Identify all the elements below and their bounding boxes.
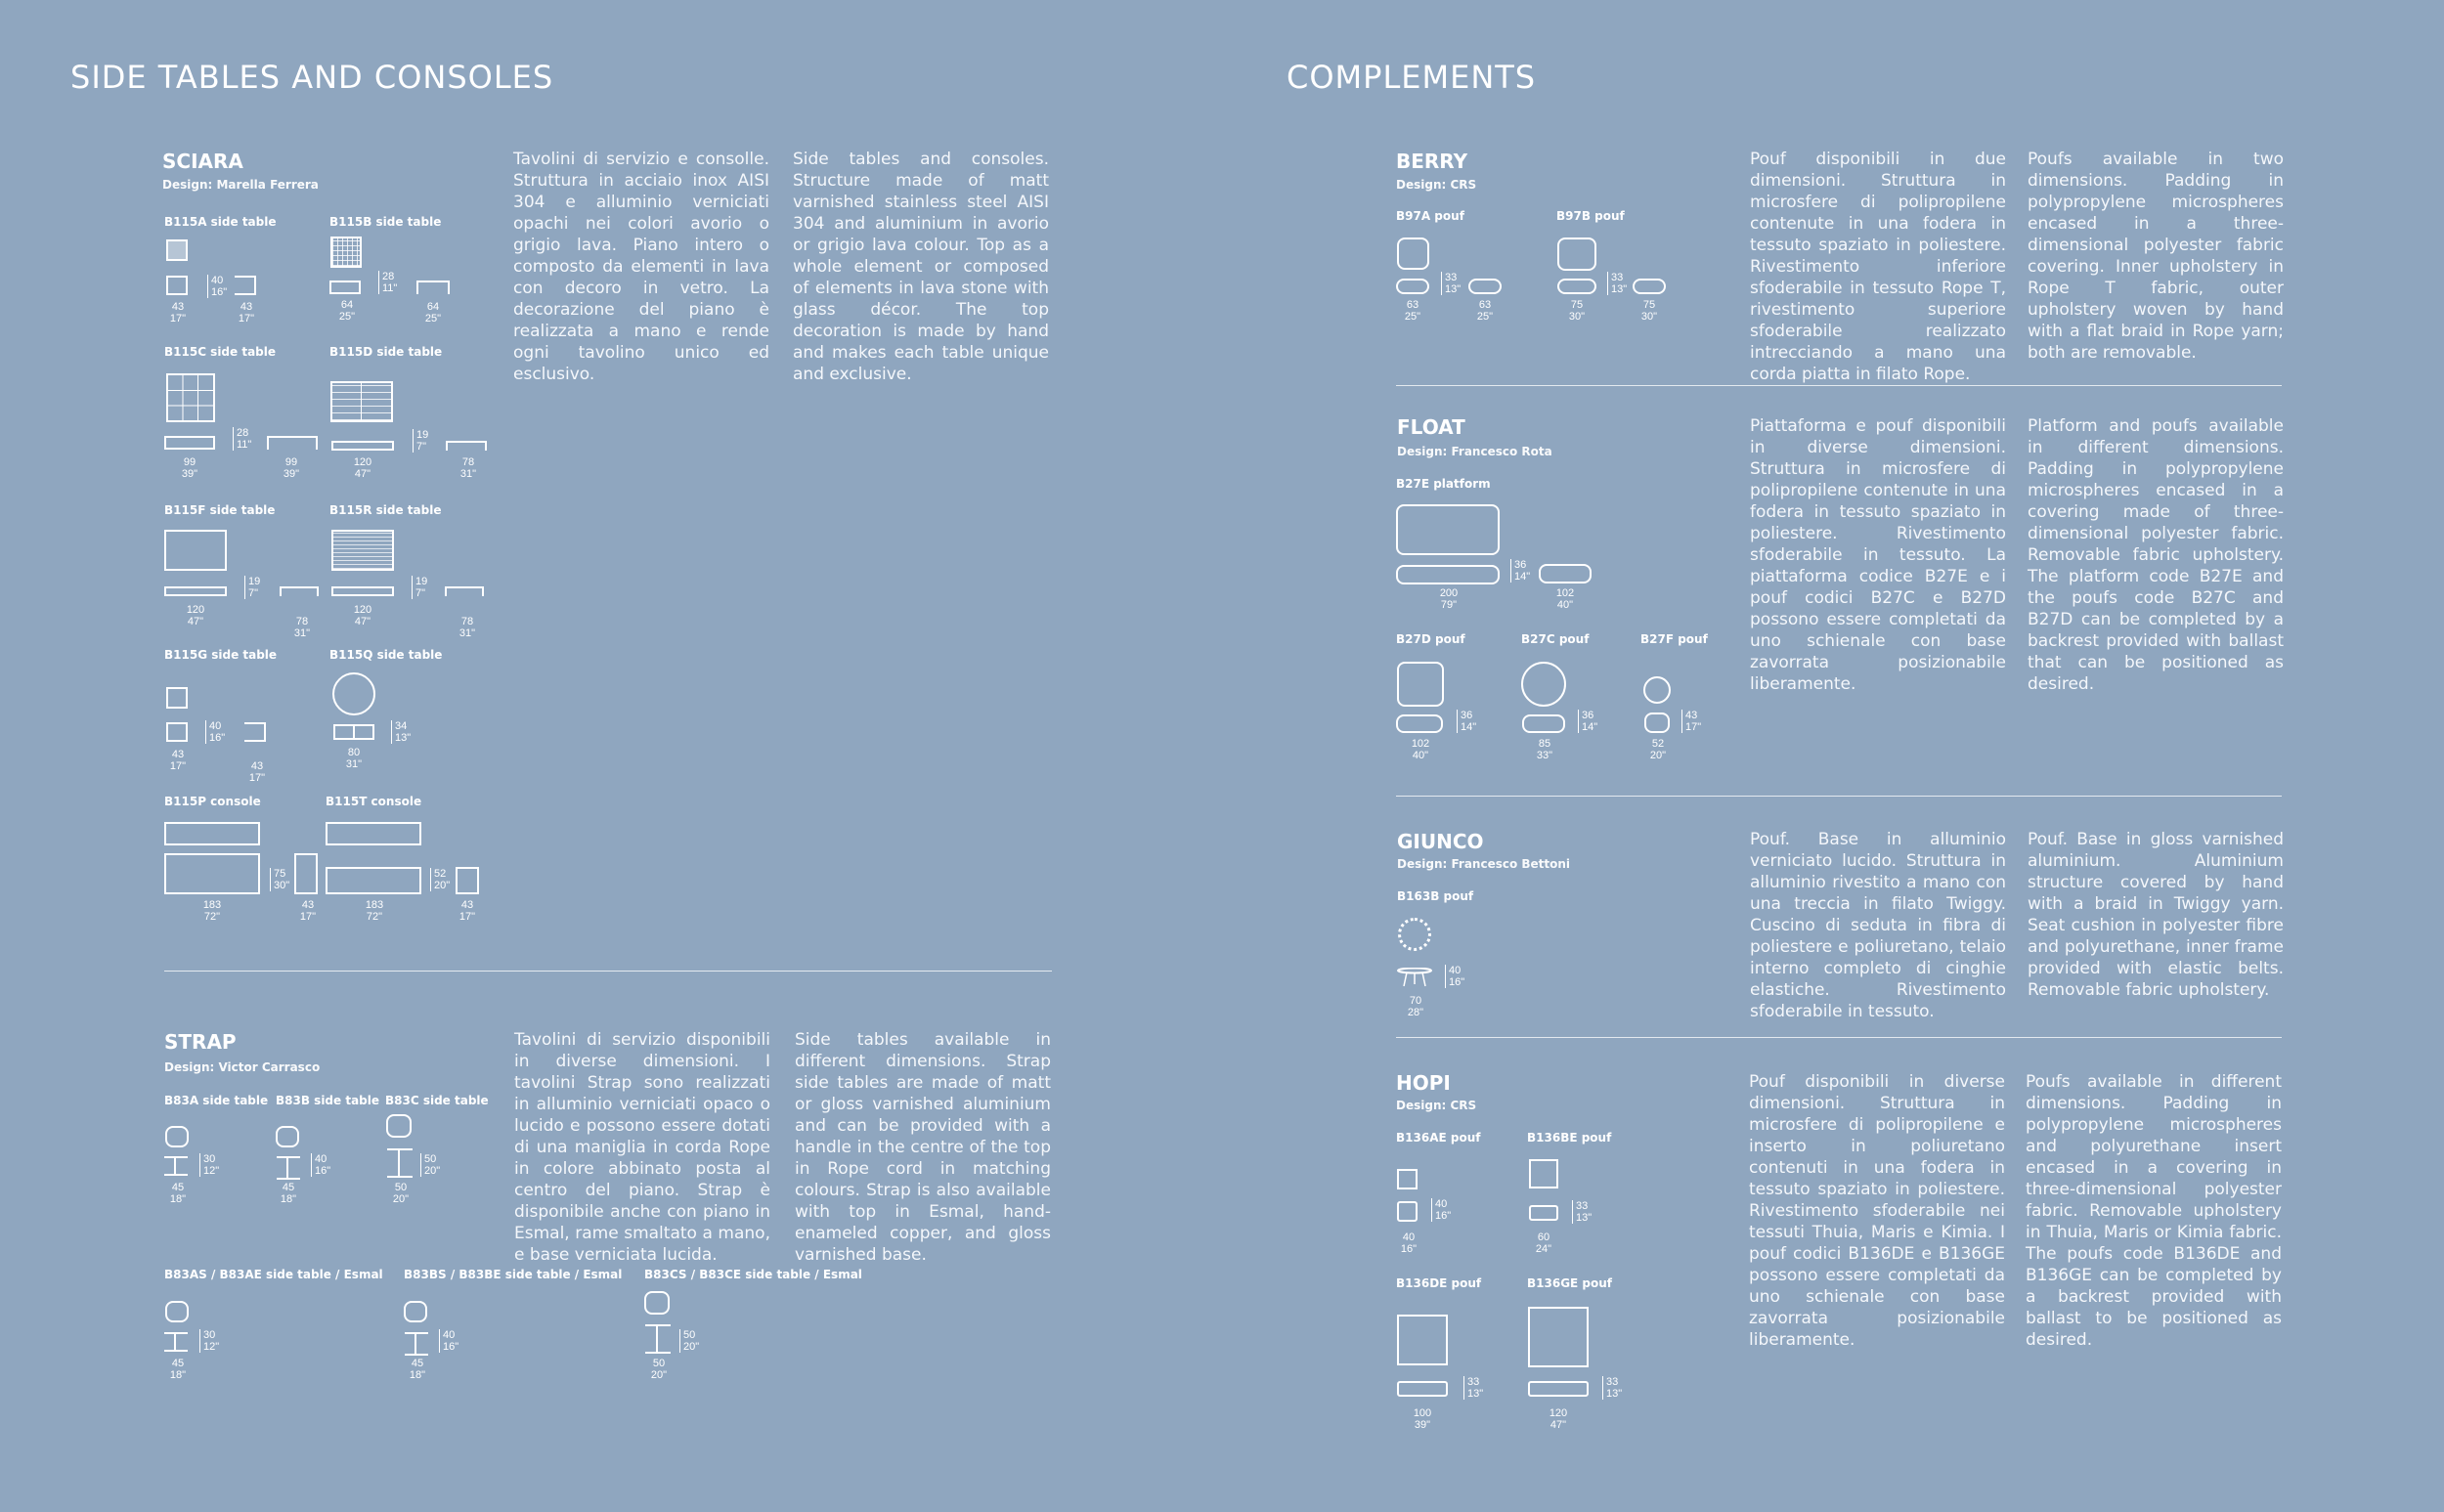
b136ae-width: 40 16" [1400,1231,1418,1255]
b27f-top-view [1643,676,1671,704]
item-label-b83a: B83A side table [164,1094,269,1107]
b115f-front-view [164,586,227,596]
designer-float: Design: Francesco Rota [1397,445,1552,458]
item-label-b115b: B115B side table [329,215,442,229]
item-label-b136de: B136DE pouf [1396,1276,1482,1290]
b115b-width: 64 25" [338,299,356,323]
divider [164,971,1052,972]
b115b-front-view [329,281,361,294]
b97a-width: 63 25" [1404,299,1421,323]
b27f-width: 52 20" [1649,738,1667,761]
b115c-width: 99 39" [181,456,198,480]
divider [1396,385,2282,386]
b115r-front-view [331,586,394,596]
b83a-height: 30 12" [199,1153,219,1177]
b136ge-top-view [1528,1307,1589,1367]
description-en-sciara: Side tables and consoles. Structure made of matt varnished stainless steel AISI 304 and aluminium in avorio or grigio lava colour. Top as a whole element or composed of elements in lava stone with glass décor. The top decoration is made by hand and makes each table unique and exclusive. [793,150,1049,384]
b27e-depth: 102 40" [1555,587,1575,611]
b115t-side-view [456,867,479,894]
divider [1396,1037,2282,1038]
b115g-top-view [166,687,188,709]
b115p-depth: 43 17" [299,899,317,923]
b97a-front-view [1396,279,1429,294]
designer-giunco: Design: Francesco Bettoni [1397,857,1571,871]
designer-hopi: Design: CRS [1396,1099,1477,1112]
b97a-depth: 63 25" [1476,299,1494,323]
b83a-front-view [164,1156,188,1176]
b27e-side-view [1539,564,1592,583]
b83cs-width: 50 20" [650,1358,668,1381]
b27d-width: 102 40" [1411,738,1430,761]
b115p-height: 75 30" [270,868,289,891]
b136de-top-view [1397,1315,1448,1365]
item-label-b27c: B27C pouf [1521,632,1590,646]
b115g-depth: 43 17" [248,760,266,784]
b115b-height: 28 11" [378,271,397,294]
description-it-berry: Pouf disponibili in due dimensioni. Struttura in microsfere di polipropilene contenute in una fodera in tessuto spaziato in poliestere. Rivestimento inferiore sfoderabile in tessuto Rope T, rivestimento superiore sfoderabile realizzato intrecciando a mano una corda piatta in filato Rope. [1750,150,2006,384]
b83c-height: 50 20" [420,1153,440,1177]
b115c-top-view [166,373,215,422]
b115b-depth: 64 25" [424,301,442,324]
b115d-side-view [446,441,487,451]
b115d-height: 19 7" [413,429,428,453]
b115p-top-view [164,822,260,845]
b83bs-height: 40 16" [439,1329,458,1353]
b115d-width: 120 47" [353,456,372,480]
b83as-front-view [164,1332,188,1352]
b115p-side-view [294,853,318,894]
b97b-depth: 75 30" [1640,299,1658,323]
item-label-b83cs: B83CS / B83CE side table / Esmal [644,1268,862,1281]
item-label-b136ge: B136GE pouf [1527,1276,1613,1290]
b136be-front-view [1529,1205,1558,1221]
b83b-height: 40 16" [311,1153,330,1177]
description-it-giunco: Pouf. Base in alluminio verniciato lucido. Struttura in alluminio rivestito a mano con una treccia in filato Twiggy. Cuscino di seduta in fibra di poliestere e poliuretano, telaio interno completo di cinghie elastiche. Rivestimento sfoderabile in tessuto. [1750,830,2006,1021]
b115a-front-view [166,276,188,295]
b97a-height: 33 13" [1441,272,1461,295]
b83cs-height: 50 20" [679,1329,699,1353]
b83bs-width: 45 18" [409,1358,426,1381]
product-name-berry: BERRY [1396,150,1468,173]
b97a-top-view [1397,238,1429,270]
b115t-top-view [326,822,421,845]
b115d-top-view [330,381,393,422]
b115t-depth: 43 17" [458,899,476,923]
b115t-front-view [326,867,421,894]
b83a-width: 45 18" [169,1182,187,1205]
section-title-side-tables: SIDE TABLES AND CONSOLES [70,59,554,96]
b136de-width: 100 39" [1413,1407,1432,1431]
b136be-height: 33 13" [1572,1200,1592,1224]
b97a-side-view [1468,279,1502,294]
b83b-top-view [276,1126,299,1147]
divider [1396,796,2282,797]
designer-strap: Design: Victor Carrasco [164,1060,321,1074]
description-it-hopi: Pouf disponibili in diverse dimensioni. Struttura in microsfere di polipropilene e inserto in poliuretano contenuti in una fodera in tessuto spaziato in poliestere. Rivestimento sfoderabile nei tessuti Thuia, Maris e Kimia. I pouf codici B136DE e B136GE possono essere completati da uno schienale con base zavorrata posizionabile liberamente. [1749,1072,2005,1350]
b115q-height: 34 13" [391,720,411,744]
b115c-depth: 99 39" [283,456,300,480]
item-label-b115t: B115T console [326,795,422,808]
b115b-side-view [416,281,450,294]
b27f-front-view [1644,713,1670,733]
b136ae-front-view [1397,1201,1418,1222]
designer-sciara: Design: Marella Ferrera [162,178,319,192]
b27c-width: 85 33" [1536,738,1553,761]
item-label-b27f: B27F pouf [1640,632,1708,646]
b115p-width: 183 72" [202,899,222,923]
b27c-front-view [1522,714,1565,733]
b115c-height: 28 11" [233,427,251,451]
b83a-top-view [165,1126,189,1147]
b27e-width: 200 79" [1439,587,1459,611]
item-label-b97a: B97A pouf [1396,209,1464,223]
b115t-height: 52 20" [430,868,450,891]
product-name-float: FLOAT [1397,415,1465,439]
item-label-b83bs: B83BS / B83BE side table / Esmal [404,1268,623,1281]
b27e-front-view [1396,565,1500,584]
b97b-top-view [1557,238,1596,271]
b136de-front-view [1397,1381,1448,1397]
b115r-width: 120 47" [353,604,372,627]
item-label-b115d: B115D side table [329,345,443,359]
b115g-front-view [166,722,188,742]
b115t-width: 183 72" [365,899,384,923]
b97b-height: 33 13" [1607,272,1627,295]
description-en-float: Platform and poufs available in different dimensions. Padding in polypropylene microspheres encased in a covering made of three-dimensional polyester fabric. Removable fabric upholstery. The platform code B27E and the poufs code B27C and B27D can be completed by a backrest provided with ballast that can be positioned as desired. [2028,416,2284,694]
b83b-width: 45 18" [280,1182,297,1205]
b163b-top-view [1398,918,1431,951]
b83c-width: 50 20" [392,1182,410,1205]
b27f-height: 43 17" [1681,710,1701,733]
item-label-b136be: B136BE pouf [1527,1131,1612,1145]
description-en-strap: Side tables available in different dimensions. Strap side tables are made of matt or gloss varnished aluminium and can be provided with a handle in the centre of the top in Rope cord in matching colours. Strap is also available with top in Esmal, hand-enameled copper, and gloss varnished base. [795,1030,1051,1265]
b115q-front-view [333,724,374,740]
item-label-b115f: B115F side table [164,503,276,517]
product-name-giunco: GIUNCO [1397,830,1484,853]
item-label-b27d: B27D pouf [1396,632,1465,646]
b27d-front-view [1396,714,1443,733]
b83as-height: 30 12" [199,1329,219,1353]
description-en-hopi: Poufs available in different dimensions. Padding in polypropylene microspheres and polyurethane insert encased in a covering in three-dimensional polyester fabric. Removable upholstery in Thuia, Maris or Kimia fabric. The poufs code B136DE and B136GE can be completed by a backrest provided with ballast to be positioned as desired. [2026,1072,2282,1350]
description-en-giunco: Pouf. Base in gloss varnished aluminium. Aluminium structure covered by hand with a braid in Twiggy yarn. Seat cushion in polyester fibre and polyurethane, inner frame provided with elastic belts. Removable fabric upholstery. [2028,830,2284,1000]
item-label-b115p: B115P console [164,795,261,808]
b83b-front-view [277,1156,300,1180]
b27e-top-view [1396,504,1500,555]
b115c-front-view [164,436,215,450]
b27d-top-view [1397,662,1444,707]
b115r-depth: 78 31" [458,616,476,639]
description-en-berry: Poufs available in two dimensions. Padding in polypropylene microspheres encased in a three-dimensional polyester fabric covering. Inner upholstery in Rope T fabric, outer upholstery woven by hand with a flat braid in Rope yarn; both are removable. [2028,150,2284,363]
b136ge-height: 33 13" [1602,1376,1622,1400]
b115a-depth: 43 17" [238,301,255,324]
description-it-strap: Tavolini di servizio disponibili in diverse dimensioni. I tavolini Strap sono realizzati in alluminio verniciati opaco o lucido e possono essere dotati di una maniglia in corda Rope in colore abbinato posta al centro del piano. Strap è disponibile anche con piano in Esmal, rame smaltato a mano, e base verniciata lucida. [514,1030,770,1265]
b115a-height: 40 16" [207,275,227,298]
b115f-top-view [164,530,227,571]
product-name-sciara: SCIARA [162,150,243,173]
b97b-width: 75 30" [1568,299,1586,323]
item-label-b115c: B115C side table [164,345,277,359]
item-label-b115r: B115R side table [329,503,442,517]
b163b-front-view [1397,968,1432,987]
product-name-strap: STRAP [164,1030,237,1054]
b115r-side-view [445,586,484,596]
b136ae-top-view [1397,1169,1418,1189]
item-label-b136ae: B136AE pouf [1396,1131,1481,1145]
b136ae-height: 40 16" [1431,1198,1451,1222]
b115q-width: 80 31" [345,747,363,770]
b97b-front-view [1557,279,1596,294]
b115f-depth: 78 31" [293,616,311,639]
b83c-front-view [387,1148,413,1178]
b115f-height: 19 7" [244,576,260,599]
b115r-height: 19 7" [412,576,427,599]
b115d-front-view [331,441,394,451]
b136be-top-view [1529,1159,1558,1188]
section-title-complements: COMPLEMENTS [1287,59,1537,96]
item-label-b27e: B27E platform [1396,477,1491,491]
b163b-width: 70 28" [1407,995,1424,1018]
item-label-b83as: B83AS / B83AE side table / Esmal [164,1268,383,1281]
b97b-side-view [1633,279,1666,294]
b136be-width: 60 24" [1535,1231,1552,1255]
b115g-width: 43 17" [169,749,187,772]
b115c-side-view [267,436,318,450]
b83bs-top-view [404,1301,427,1322]
b27e-height: 36 14" [1510,559,1530,583]
b83as-top-view [165,1301,189,1322]
b115r-top-view [331,530,394,571]
item-label-b97b: B97B pouf [1556,209,1625,223]
b115f-width: 120 47" [186,604,205,627]
item-label-b163b: B163B pouf [1397,889,1474,903]
b83as-width: 45 18" [169,1358,187,1381]
item-label-b115a: B115A side table [164,215,277,229]
item-label-b83c: B83C side table [385,1094,489,1107]
b115f-side-view [280,586,319,596]
description-it-float: Piattaforma e pouf disponibili in diverse dimensioni. Struttura in microsfere di polipropilene contenute in una fodera in tessuto spaziato in poliestere. Rivestimento sfoderabile in tessuto. La piattaforma codice B27E e i pouf codici B27C e B27D possono essere completati da uno schienale con base zavorrata posizionabile liberamente. [1750,416,2006,694]
b163b-height: 40 16" [1445,965,1464,988]
b115b-top-view [330,237,362,268]
b115d-depth: 78 31" [459,456,477,480]
item-label-b115q: B115Q side table [329,648,443,662]
b83bs-front-view [405,1332,428,1356]
b136ge-width: 120 47" [1549,1407,1568,1431]
b136de-height: 33 13" [1463,1376,1483,1400]
item-label-b83b: B83B side table [276,1094,380,1107]
b115a-side-view [235,276,256,295]
b136ge-front-view [1528,1381,1589,1397]
description-it-sciara: Tavolini di servizio e consolle. Struttura in acciaio inox AISI 304 e alluminio verniciati opachi nei colori avorio o grigio lava. Piano intero o composto da elementi in lava con decoro in vetro. La decorazione del piano è realizzata a mano e rende ogni tavolino unico ed esclusivo. [513,150,769,384]
b115a-top-view [166,239,188,261]
b115q-top-view [332,672,375,715]
designer-berry: Design: CRS [1396,178,1477,192]
item-label-b115g: B115G side table [164,648,278,662]
b115p-front-view [164,853,260,894]
b27c-height: 36 14" [1578,710,1597,733]
b115g-side-view [244,722,266,742]
b27c-top-view [1521,662,1566,707]
b27d-height: 36 14" [1457,710,1476,733]
product-name-hopi: HOPI [1396,1071,1451,1095]
b83c-top-view [386,1114,412,1138]
b115a-width: 43 17" [169,301,187,324]
b83cs-front-view [645,1324,671,1354]
b115g-height: 40 16" [205,720,225,744]
b83cs-top-view [644,1291,670,1315]
